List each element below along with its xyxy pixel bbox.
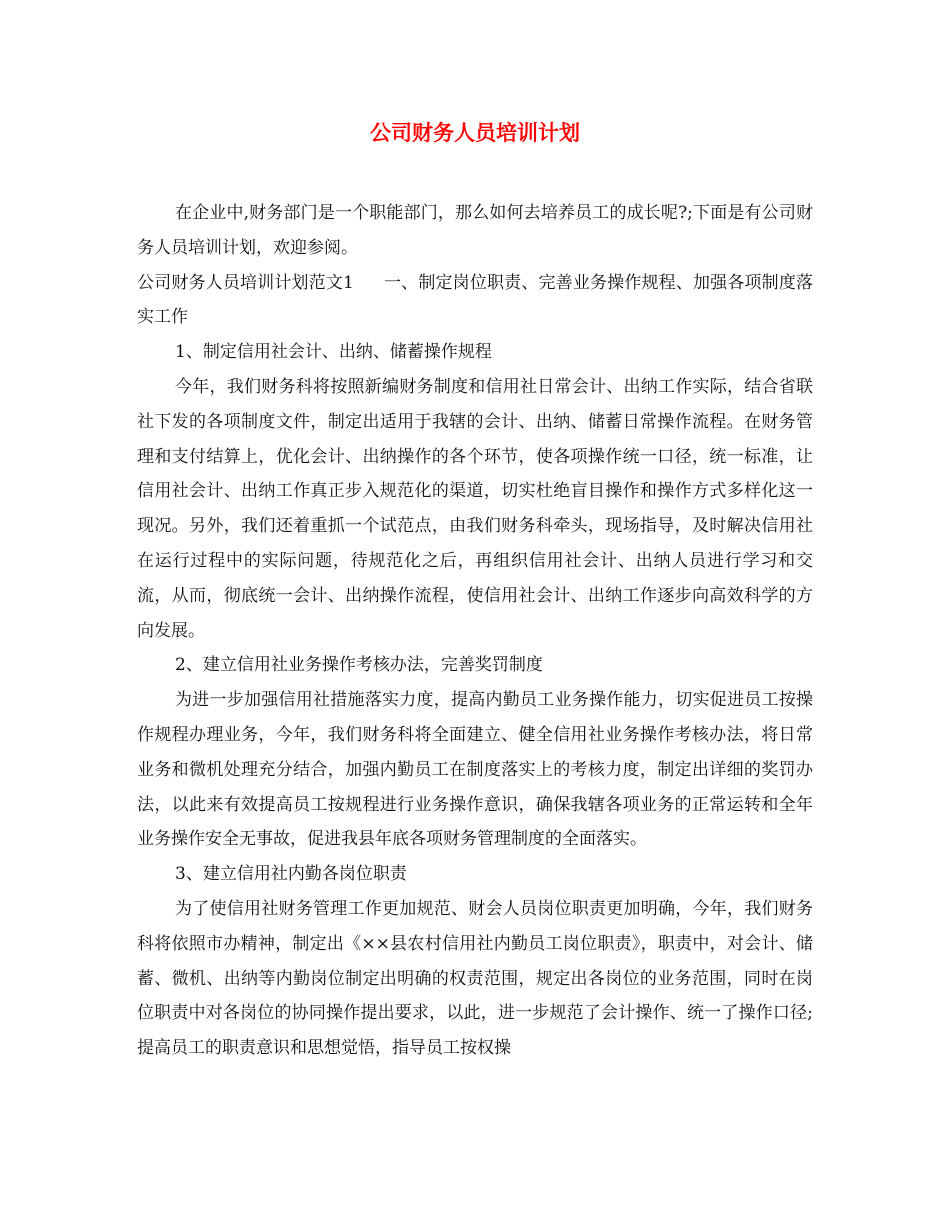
intro-paragraph: 在企业中,财务部门是一个职能部门，那么如何去培养员工的成长呢?;下面是有公司财务人员培训计划，欢迎参阅。 xyxy=(137,203,813,258)
item1-heading: 1、制定信用社会计、出纳、储蓄操作规程 xyxy=(175,342,492,363)
sample-heading-paragraph xyxy=(137,266,813,336)
item3-body: 为了使信用社财务管理工作更加规范、财会人员岗位职责更加明确，今年，我们财务科将依照市办精神，制定出《××县农村信用社内勤员工岗位职责》，职责中，对会计、储蓄、微机、出纳等内勤岗位制定出明确的权责范围，规定出各岗位的业务范围，同时在岗位职责中对各岗位的协同操作提出要求，以此，进一步规范了会计操作、统一了操作口径;提高员工的职责意识和思想觉悟，指导员工按权操 xyxy=(137,898,813,1059)
item3-heading: 3、建立信用社内勤各岗位职责 xyxy=(175,864,407,885)
document-body xyxy=(137,196,813,1066)
section-heading: 一、制定岗位职责、完善业务操作规程、加强各项制度落实工作 xyxy=(137,272,813,328)
item2-heading: 2、建立信用社业务操作考核办法，完善奖罚制度 xyxy=(175,655,543,676)
sample-label: 公司财务人员培训计划范文1 xyxy=(137,272,354,293)
document-title: 公司财务人员培训计划 xyxy=(370,120,580,145)
item1-body: 今年，我们财务科将按照新编财务制度和信用社日常会计、出纳工作实际，结合省联社下发的各项制度文件，制定出适用于我辖的会计、出纳、储蓄日常操作流程。在财务管理和支付结算上，优化会计、出纳操作的各个环节，使各项操作统一口径，统一标准，让信用社会计、出纳工作真正步入规范化的渠道，切实杜绝盲目操作和操作方式多样化这一现况。另外，我们还着重抓一个试范点，由我们财务科牵头，现场指导，及时解决信用社在运行过程中的实际问题，待规范化之后，再组织信用社会计、出纳人员进行学习和交流，从而，彻底统一会计、出纳操作流程，使信用社会计、出纳工作逐步向高效科学的方向发展。 xyxy=(137,376,813,641)
item2-body: 为进一步加强信用社措施落实力度，提高内勤员工业务操作能力，切实促进员工按操作规程办理业务，今年，我们财务科将全面建立、健全信用社业务操作考核办法，将日常业务和微机处理充分结合，加强内勤员工在制度落实上的考核力度，制定出详细的奖罚办法，以此来有效提高员工按规程进行业务操作意识，确保我辖各项业务的正常运转和全年业务操作安全无事故，促进我县年底各项财务管理制度的全面落实。 xyxy=(137,690,813,850)
